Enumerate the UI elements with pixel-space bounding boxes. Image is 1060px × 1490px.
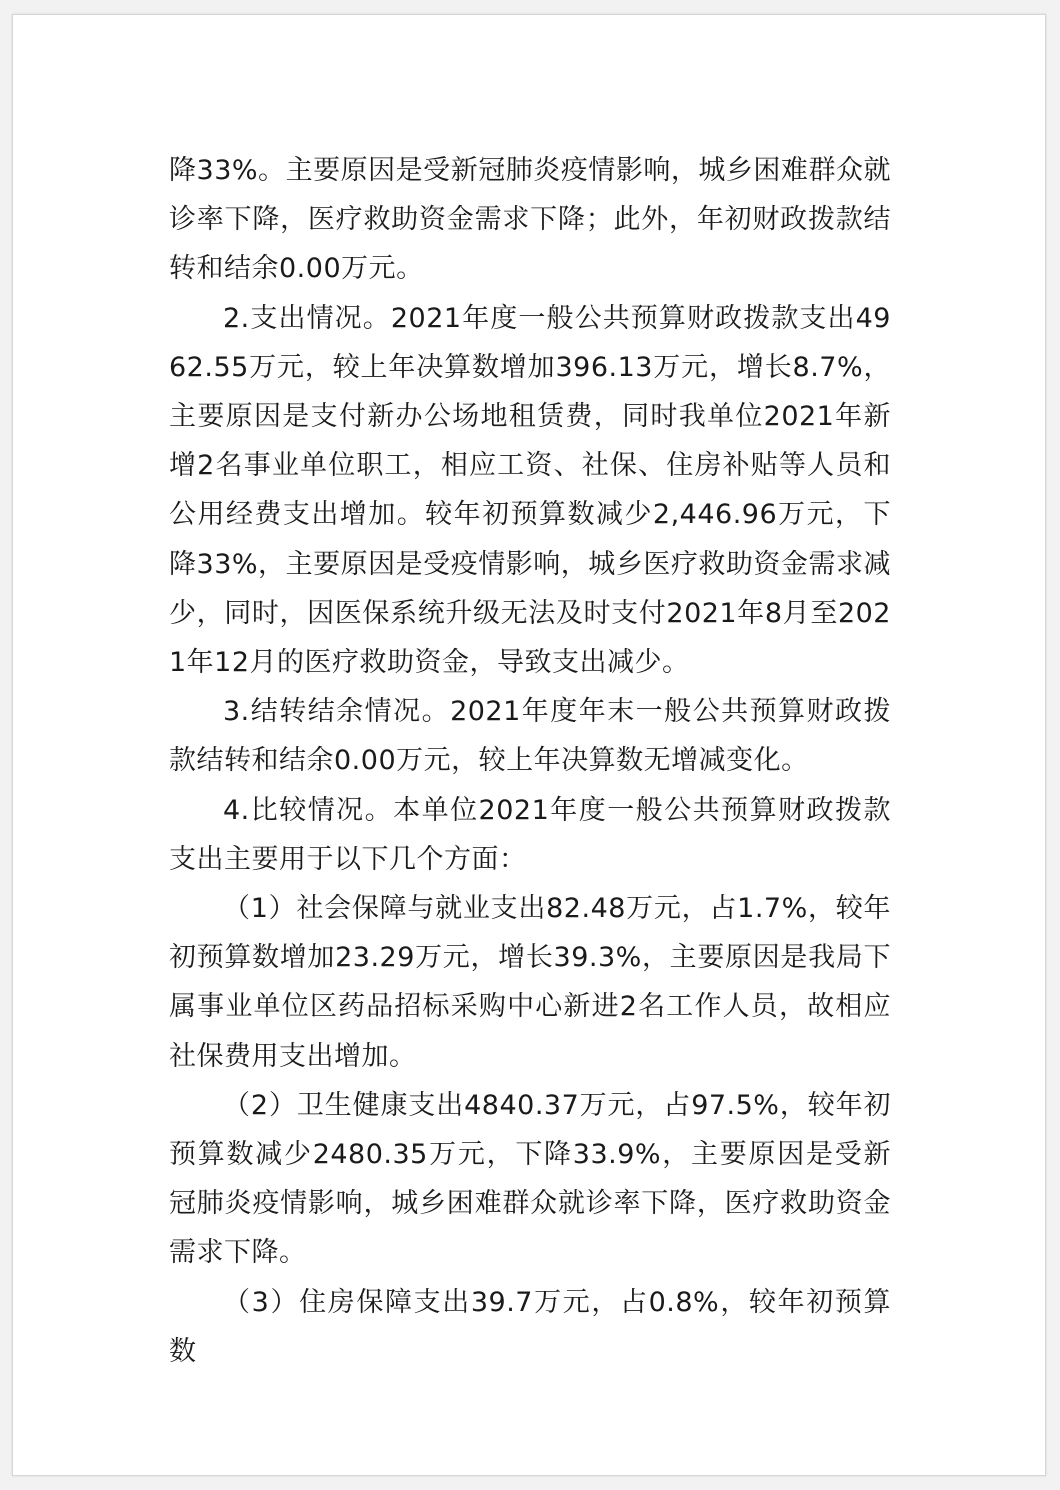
paragraph-social-security: （1）社会保障与就业支出82.48万元，占1.7%，较年初预算数增加23.29万元，增长39.3%，主要原因是我局下属事业单位区药品招标采购中心新进2名工作人员，故相应社保费用支出增加。: [169, 893, 891, 1072]
paragraph-health: （2）卫生健康支出4840.37万元，占97.5%，较年初预算数减少2480.35万元，下降33.9%，主要原因是受新冠肺炎疫情影响，城乡困难群众就诊率下降，医疗救助资金需求下降。: [169, 1089, 891, 1269]
paragraph-expenditure: 2.支出情况。2021年度一般公共预算财政拨款支出4962.55万元，较上年决算数增加396.13万元，增长8.7%，主要原因是支付新办公场地租赁费，同时我单位2021年新增2名事业单位职工，相应工资、社保、住房补贴等人员和公用经费支出增加。较年初预算数减少2,446.96万元，下降33%，主要原因是受疫情影响，城乡医疗救助资金需求减少，同时，因医保系统升级无法及时支付2021年8月至2021年12月的医疗救助资金，导致支出减少。: [169, 302, 891, 679]
paragraph-comparison: 4.比较情况。本单位2021年度一般公共预算财政拨款支出主要用于以下几个方面：: [169, 794, 891, 875]
paragraph-housing: （3）住房保障支出39.7万元，占0.8%，较年初预算数: [169, 1286, 891, 1367]
document-body: [169, 146, 891, 1376]
document-page: [12, 14, 1046, 1476]
paragraph-carryover: 3.结转结余情况。2021年度年末一般公共预算财政拨款结转和结余0.00万元，较上年决算数无增减变化。: [169, 696, 891, 777]
paragraph-revenue-continued: 降33%。主要原因是受新冠肺炎疫情影响，城乡困难群众就诊率下降，医疗救助资金需求下降；此外，年初财政拨款结转和结余0.00万元。: [169, 155, 891, 285]
